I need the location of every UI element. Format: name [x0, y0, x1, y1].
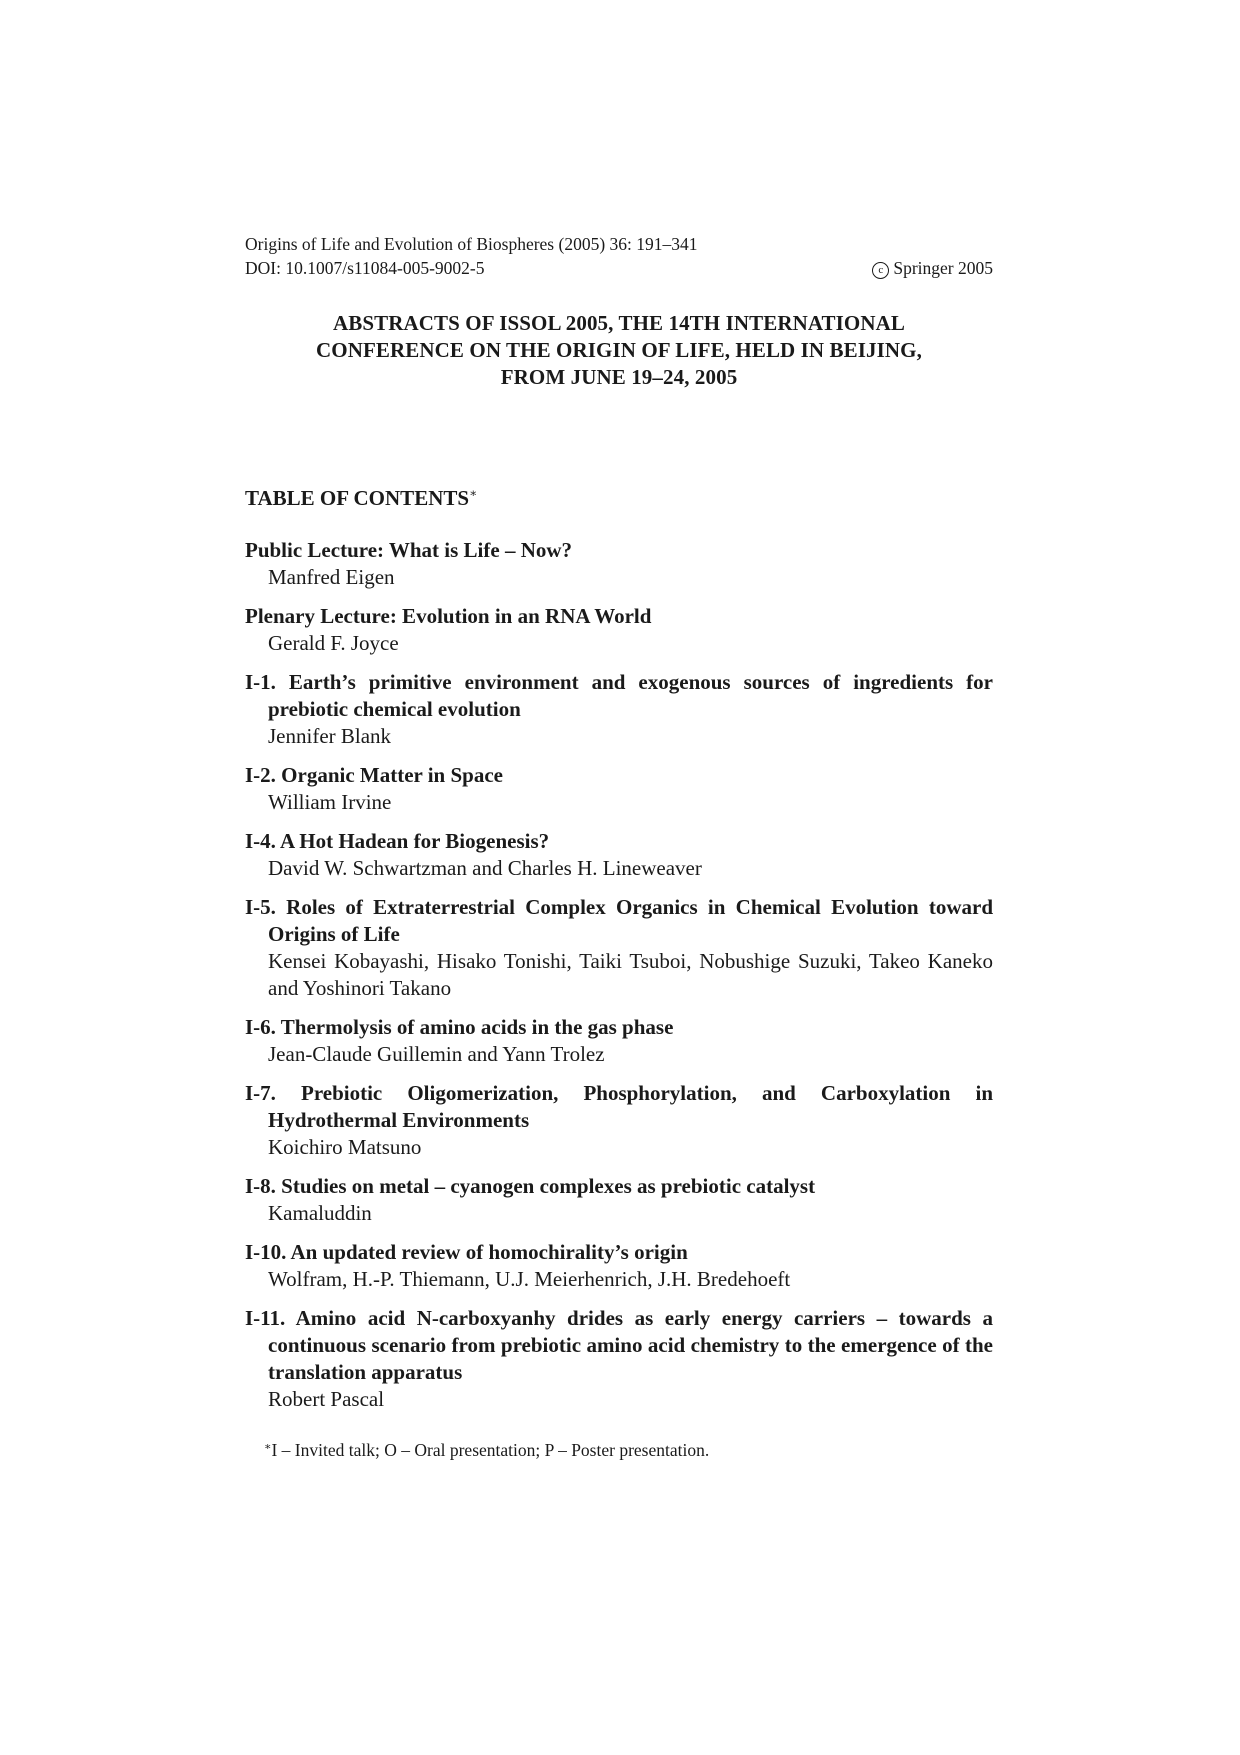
- toc-entry-title: I-4. A Hot Hadean for Biogenesis?: [245, 829, 550, 853]
- toc-heading: [245, 485, 993, 512]
- toc-entry-title: Public Lecture: What is Life – Now?: [245, 538, 573, 562]
- toc-footnote-mark: ∗: [469, 486, 478, 500]
- toc-entry-title: I-2. Organic Matter in Space: [245, 763, 503, 787]
- footnote-mark: ∗: [264, 1441, 272, 1453]
- toc-entry-authors: Manfred Eigen: [268, 565, 395, 589]
- toc-entry-title: I-7. Prebiotic Oligomerization, Phosphorylation, and Carboxylation in Hydrothermal Environments: [245, 1081, 993, 1132]
- toc-entry-title: I-8. Studies on metal – cyanogen complexes as prebiotic catalyst: [245, 1174, 816, 1198]
- toc-entry-authors: Robert Pascal: [268, 1387, 385, 1411]
- article-title-line-1: ABSTRACTS OF ISSOL 2005, THE 14TH INTERNATIONAL: [332, 311, 906, 335]
- copyright-notice: [872, 256, 993, 280]
- footnote-text: I – Invited talk; O – Oral presentation; P – Poster presentation.: [271, 1440, 710, 1460]
- running-header-line-2: [245, 256, 993, 280]
- article-title-line-2: CONFERENCE ON THE ORIGIN OF LIFE, HELD IN BEIJING,: [316, 338, 922, 362]
- toc-entry: [245, 1239, 993, 1293]
- toc-entry: [245, 1173, 993, 1227]
- journal-citation: Origins of Life and Evolution of Biospheres (2005) 36: 191–341: [245, 234, 698, 254]
- toc-entry-authors: Wolfram, H.-P. Thiemann, U.J. Meierhenrich, J.H. Bredehoeft: [268, 1267, 791, 1291]
- toc-entry-authors: William Irvine: [268, 790, 392, 814]
- doi: DOI: 10.1007/s11084-005-9002-5: [245, 258, 485, 278]
- copyright-text: Springer 2005: [893, 258, 993, 278]
- toc-entry: [245, 603, 993, 657]
- toc-entry-authors: Koichiro Matsuno: [268, 1135, 422, 1159]
- toc-entry: [245, 1080, 993, 1161]
- toc-entry-authors: Kensei Kobayashi, Hisako Tonishi, Taiki Tsuboi, Nobushige Suzuki, Takeo Kaneko and Yoshinori Takano: [268, 949, 993, 1000]
- toc-entry-title: I-10. An updated review of homochirality’s origin: [245, 1240, 688, 1264]
- running-header-line-1: [245, 232, 993, 256]
- toc-entry: [245, 894, 993, 1002]
- toc-entry-authors: Kamaluddin: [268, 1201, 372, 1225]
- article-title: [245, 310, 993, 391]
- toc-entry-authors: Jean-Claude Guillemin and Yann Trolez: [268, 1042, 605, 1066]
- toc-heading-text: TABLE OF CONTENTS: [245, 486, 470, 510]
- toc-entry: [245, 537, 993, 591]
- toc-entry-title: I-6. Thermolysis of amino acids in the gas phase: [245, 1015, 674, 1039]
- toc-list: [245, 537, 993, 1413]
- toc-entry: [245, 762, 993, 816]
- toc-entry-authors: Gerald F. Joyce: [268, 631, 399, 655]
- article-title-line-3: FROM JUNE 19–24, 2005: [500, 365, 738, 389]
- toc-entry: [245, 1014, 993, 1068]
- document-page: [245, 232, 993, 1461]
- toc-entry: [245, 1305, 993, 1413]
- toc-entry-title: Plenary Lecture: Evolution in an RNA World: [245, 604, 652, 628]
- toc-entry-title: I-1. Earth’s primitive environment and exogenous sources of ingredients for prebiotic chemical evolution: [245, 670, 993, 721]
- toc-entry: [245, 828, 993, 882]
- toc-entry: [245, 669, 993, 750]
- footnote: [245, 1439, 993, 1461]
- toc-entry-title: I-11. Amino acid N-carboxyanhy drides as early energy carriers – towards a continuous scenario from prebiotic amino acid chemistry to the emergence of the translation apparatus: [245, 1306, 993, 1384]
- copyright-icon: c: [872, 262, 889, 279]
- toc-entry-title: I-5. Roles of Extraterrestrial Complex Organics in Chemical Evolution toward Origins of Life: [245, 895, 993, 946]
- toc-entry-authors: Jennifer Blank: [268, 724, 392, 748]
- toc-entry-authors: David W. Schwartzman and Charles H. Lineweaver: [268, 856, 702, 880]
